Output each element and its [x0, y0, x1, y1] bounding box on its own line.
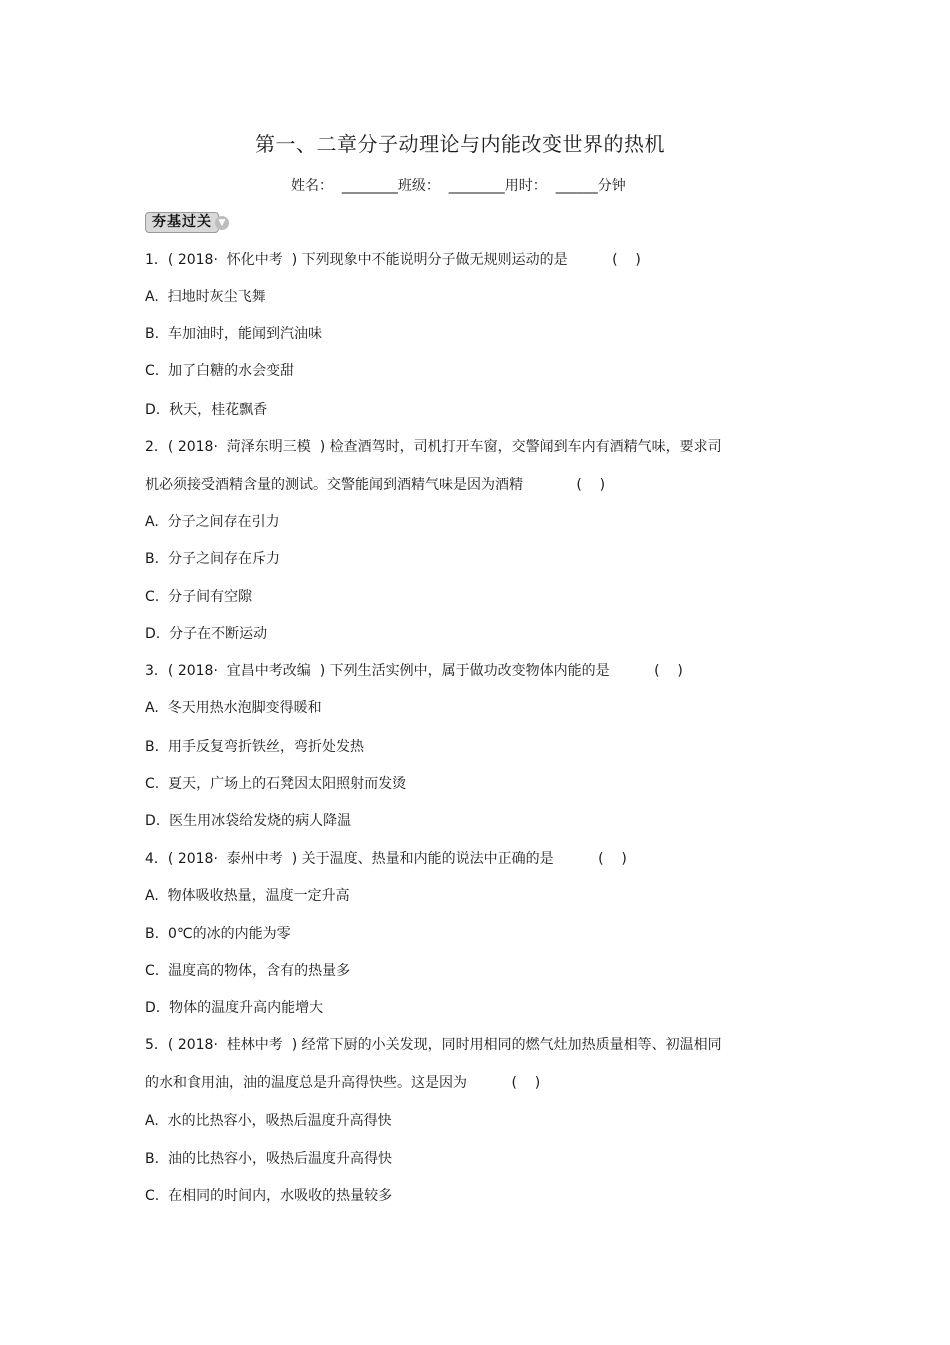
answer-option: D. 医生用冰袋给发烧的病人降温: [145, 813, 352, 829]
question-text: 1．( 2018· 怀化中考 ) 下列现象中不能说明分子做无规则运动的是 ( ): [145, 252, 641, 268]
question-text: 的水和食用油，油的温度总是升高得快些。这是因为 ( ): [145, 1075, 541, 1091]
page-title: 第一、二章分子动理论与内能改变世界的热机: [255, 132, 665, 156]
answer-option: C. 夏天，广场上的石凳因太阳照射而发烫: [145, 776, 407, 792]
answer-option: B. 油的比热容小，吸热后温度升高得快: [145, 1151, 392, 1167]
question-text: 3．( 2018· 宜昌中考改编 ) 下列生活实例中，属于做功改变物体内能的是 ( ): [145, 663, 683, 679]
answer-option: D. 秋天，桂花飘香: [145, 402, 268, 418]
answer-option: B. 车加油时，能闻到汽油味: [145, 326, 322, 342]
answer-option: C. 温度高的物体，含有的热量多: [145, 963, 351, 979]
section-badge-label: 夯基过关: [145, 212, 219, 233]
question-text: 机必须接受酒精含量的测试。交警能闻到酒精气味是因为酒精 ( ): [145, 477, 606, 493]
question-text: 4．( 2018· 泰州中考 ) 关于温度、热量和内能的说法中正确的是 ( ): [145, 851, 627, 867]
answer-option: A. 分子之间存在引力: [145, 514, 280, 530]
answer-option: D. 分子在不断运动: [145, 626, 268, 642]
student-info-line: 姓名： ________班级： ________用时： ______分钟: [291, 178, 626, 194]
answer-option: A. 物体吸收热量，温度一定升高: [145, 888, 350, 904]
down-arrow-icon: ▼: [215, 216, 229, 230]
answer-option: B. 用手反复弯折铁丝，弯折处发热: [145, 739, 364, 755]
answer-option: D. 物体的温度升高内能增大: [145, 1000, 324, 1016]
answer-option: A. 扫地时灰尘飞舞: [145, 289, 266, 305]
answer-option: B. 0℃的冰的内能为零: [145, 926, 291, 942]
section-badge: [145, 212, 229, 233]
answer-option: C. 分子间有空隙: [145, 589, 253, 605]
answer-option: A. 冬天用热水泡脚变得暖和: [145, 700, 322, 716]
question-text: 5．( 2018· 桂林中考 ) 经常下厨的小关发现，同时用相同的燃气灶加热质量相等、初温相同: [145, 1037, 722, 1053]
answer-option: C. 在相同的时间内，水吸收的热量较多: [145, 1188, 393, 1204]
question-text: 2．( 2018· 菏泽东明三模 ) 检查酒驾时，司机打开车窗，交警闻到车内有酒精气味，要求司: [145, 439, 722, 455]
answer-option: C. 加了白糖的水会变甜: [145, 363, 295, 379]
answer-option: B. 分子之间存在斥力: [145, 551, 280, 567]
answer-option: A. 水的比热容小，吸热后温度升高得快: [145, 1113, 392, 1129]
